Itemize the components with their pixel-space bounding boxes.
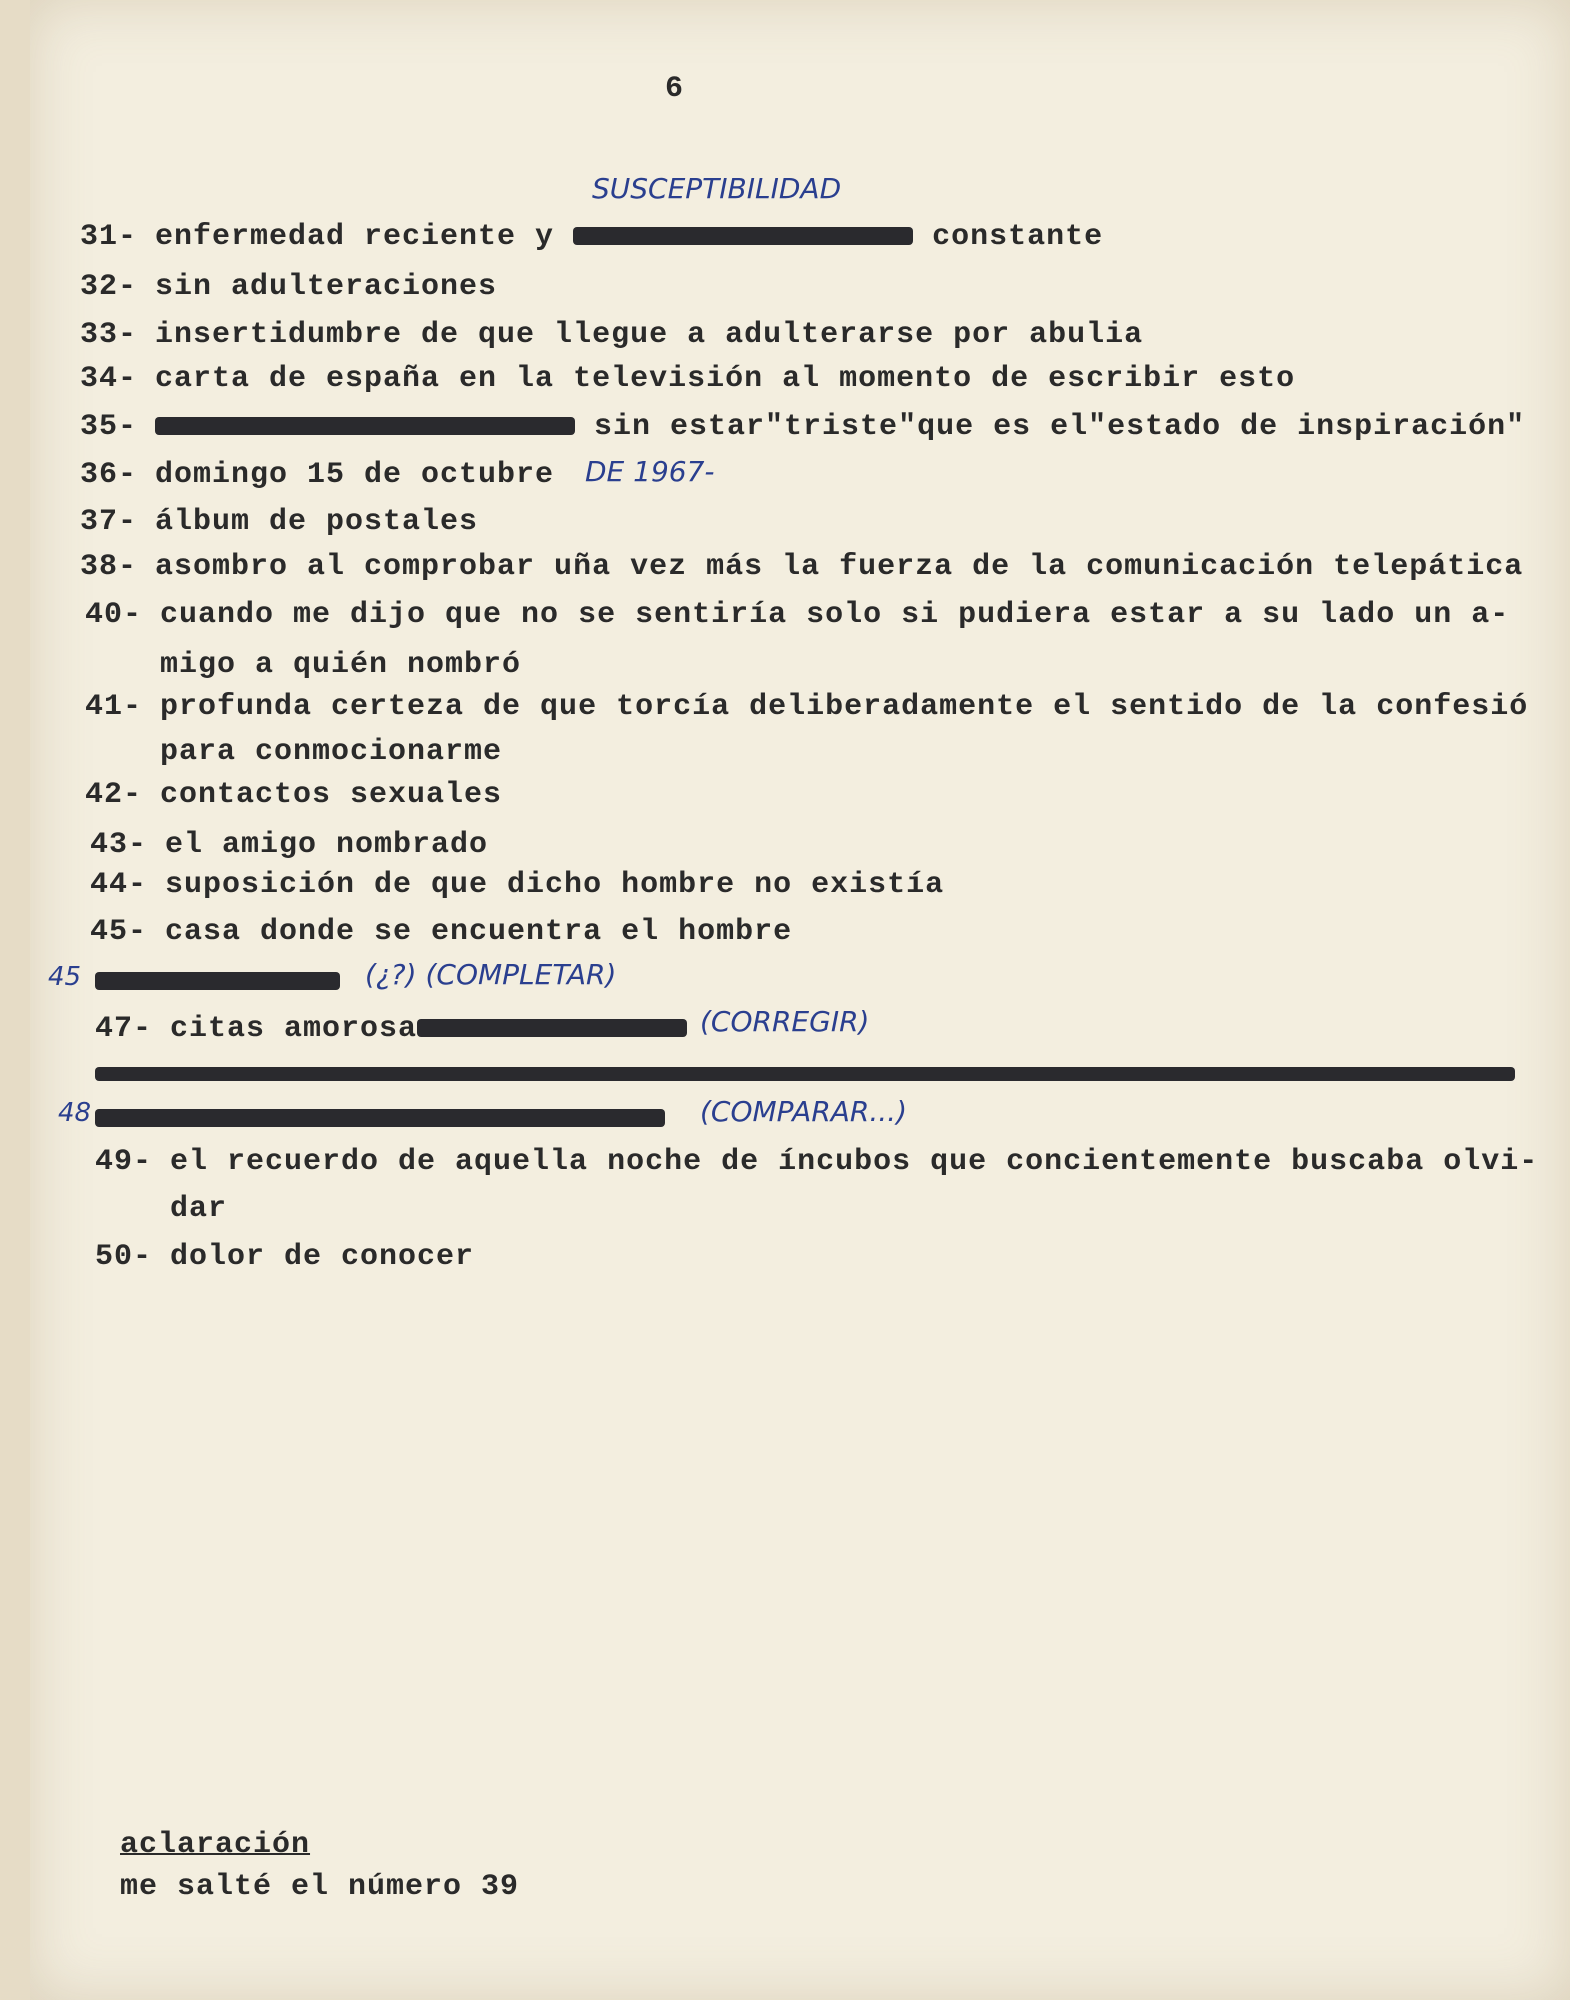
list-item: 37- álbum de postales	[80, 505, 479, 539]
page-number: 6	[665, 72, 685, 106]
crossed-out-text	[573, 227, 913, 245]
list-item: 36- domingo 15 de octubre	[80, 458, 555, 492]
list-item: 32- sin adulteraciones	[80, 270, 498, 304]
struck-line	[95, 1058, 1515, 1092]
list-item: 50- dolor de conocer	[95, 1240, 475, 1274]
crossed-out-text	[417, 1019, 687, 1037]
handwritten-number: 48	[58, 1098, 92, 1128]
paper-edge	[0, 0, 30, 2000]
handwritten-number: 45	[48, 962, 82, 992]
list-item: 31- enfermedad reciente y constante	[80, 220, 1104, 254]
handwritten-note: (¿?) (COMPLETAR)	[365, 958, 617, 991]
list-item-continuation: para conmocionarme	[160, 735, 503, 769]
footer-note: me salté el número 39	[120, 1870, 520, 1904]
list-item: 47- citas amorosa	[95, 1012, 687, 1046]
list-item: 43- el amigo nombrado	[90, 828, 489, 862]
list-item: 49- el recuerdo de aquella noche de íncubos que concientemente buscaba olvi-	[95, 1145, 1539, 1179]
list-item: 33- insertidumbre de que llegue a adulterarse por abulia	[80, 318, 1144, 352]
list-item: 41- profunda certeza de que torcía deliberadamente el sentido de la confesió	[85, 690, 1529, 724]
crossed-out-text	[95, 972, 340, 990]
crossed-out-text	[155, 417, 575, 435]
list-item-continuation: dar	[170, 1192, 228, 1226]
list-item: 44- suposición de que dicho hombre no existía	[90, 868, 945, 902]
handwritten-date: DE 1967-	[585, 455, 715, 488]
list-item: 42- contactos sexuales	[85, 778, 503, 812]
list-item: 45- casa donde se encuentra el hombre	[90, 915, 793, 949]
crossed-out-text	[95, 1109, 665, 1127]
list-item: 40- cuando me dijo que no se sentiría solo si pudiera estar a su lado un a-	[85, 598, 1510, 632]
crossed-out-text	[95, 1067, 1515, 1081]
list-item: 38- asombro al comprobar uña vez más la fuerza de la comunicación telepática	[80, 550, 1524, 584]
list-item-crossed	[95, 1102, 665, 1136]
handwritten-correction: SUSCEPTIBILIDAD	[592, 172, 842, 205]
handwritten-note: (COMPARAR...)	[700, 1095, 908, 1128]
handwritten-note: (CORREGIR)	[700, 1005, 870, 1038]
footer-title: aclaración	[120, 1828, 311, 1862]
list-item-continuation: migo a quién nombró	[160, 648, 522, 682]
list-item: 35- sin estar"triste"que es el"estado de inspiración"	[80, 410, 1526, 444]
list-item: 34- carta de españa en la televisión al momento de escribir esto	[80, 362, 1296, 396]
list-item-crossed	[95, 965, 340, 999]
